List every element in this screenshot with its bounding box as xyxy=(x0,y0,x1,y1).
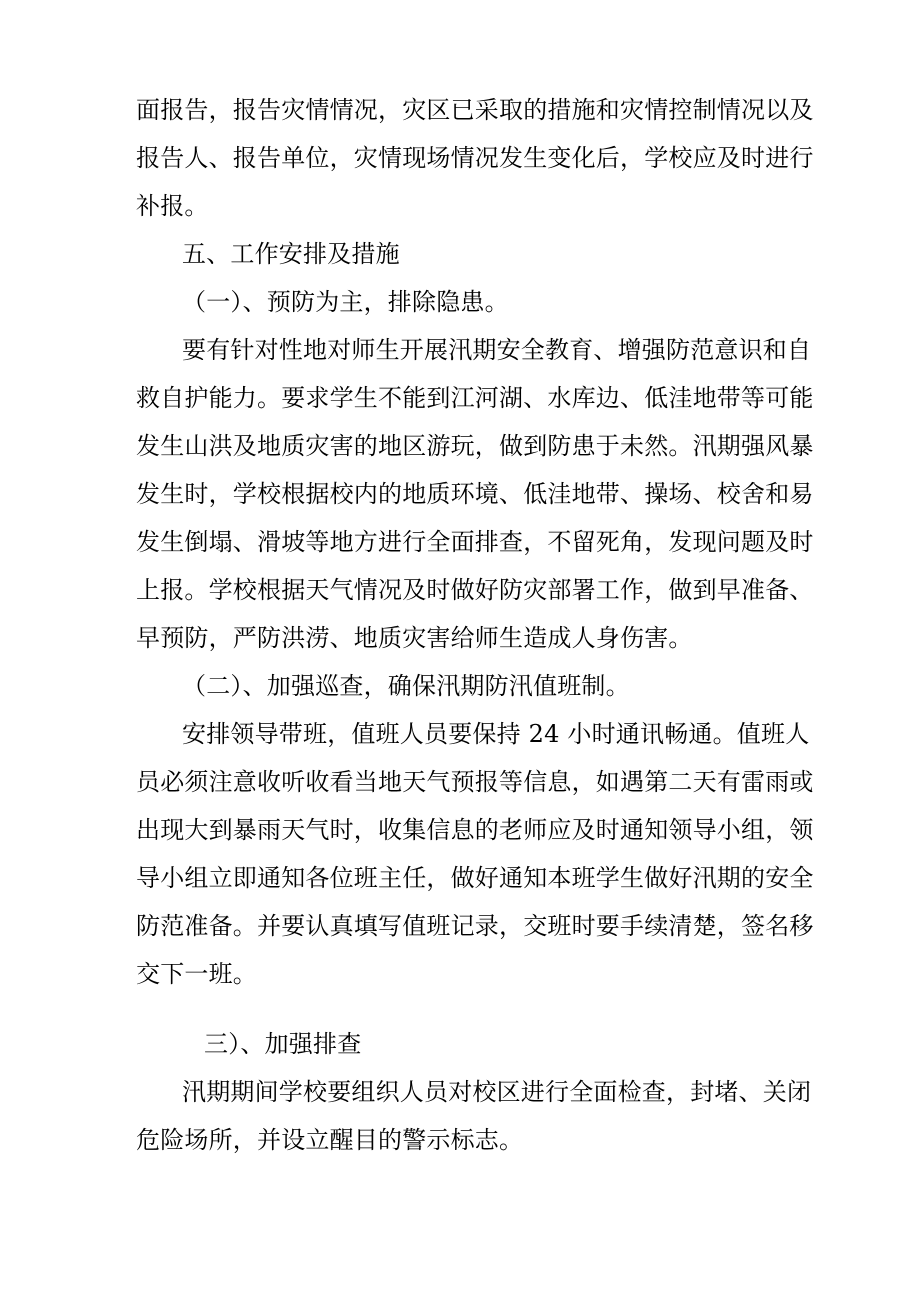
text-line: 报告人、报告单位，灾情现场情况发生变化后，学校应及时进行 xyxy=(136,144,814,172)
text-line: 发生倒塌、滑坡等地方进行全面排查，不留死角，发现问题及时 xyxy=(136,528,814,556)
subsection-heading: 三）、加强排查 xyxy=(204,1030,362,1058)
text-line: 危险场所，并设立醒目的警示标志。 xyxy=(136,1126,524,1154)
text-line: 补报。 xyxy=(136,192,209,220)
text-line: 发生山洪及地质灾害的地区游玩，做到防患于未然。汛期强风暴 xyxy=(136,432,814,460)
subsection-heading: （一）、预防为主，排除隐患。 xyxy=(182,288,509,316)
text-line: 上报。学校根据天气情况及时做好防灾部署工作，做到早准备、 xyxy=(136,576,814,604)
text-line: 安排领导带班，值班人员要保持 24 小时通讯畅通。值班人 xyxy=(182,720,810,748)
text-line: 要有针对性地对师生开展汛期安全教育、增强防范意识和自 xyxy=(182,336,812,364)
text-line: 救自护能力。要求学生不能到江河湖、水库边、低洼地带等可能 xyxy=(136,384,814,412)
text-line: 员必须注意收听收看当地天气预报等信息，如遇第二天有雷雨或 xyxy=(136,768,814,796)
text-line: 出现大到暴雨天气时，收集信息的老师应及时通知领导小组，领 xyxy=(136,816,814,844)
text-line: 防范准备。并要认真填写值班记录，交班时要手续清楚，签名移 xyxy=(136,912,814,940)
text-line: 汛期期间学校要组织人员对校区进行全面检查，封堵、关闭 xyxy=(182,1078,812,1106)
text-line: 发生时，学校根据校内的地质环境、低洼地带、操场、校舍和易 xyxy=(136,480,814,508)
section-heading: 五、工作安排及措施 xyxy=(182,240,400,268)
text-line: 早预防，严防洪涝、地质灾害给师生造成人身伤害。 xyxy=(136,624,693,652)
text-line: 交下一班。 xyxy=(136,960,257,988)
text-line: 导小组立即通知各位班主任，做好通知本班学生做好汛期的安全 xyxy=(136,864,814,892)
subsection-heading: （二）、加强巡查，确保汛期防汛值班制。 xyxy=(182,672,630,700)
text-line: 面报告，报告灾情情况，灾区已采取的措施和灾情控制情况以及 xyxy=(136,96,814,124)
